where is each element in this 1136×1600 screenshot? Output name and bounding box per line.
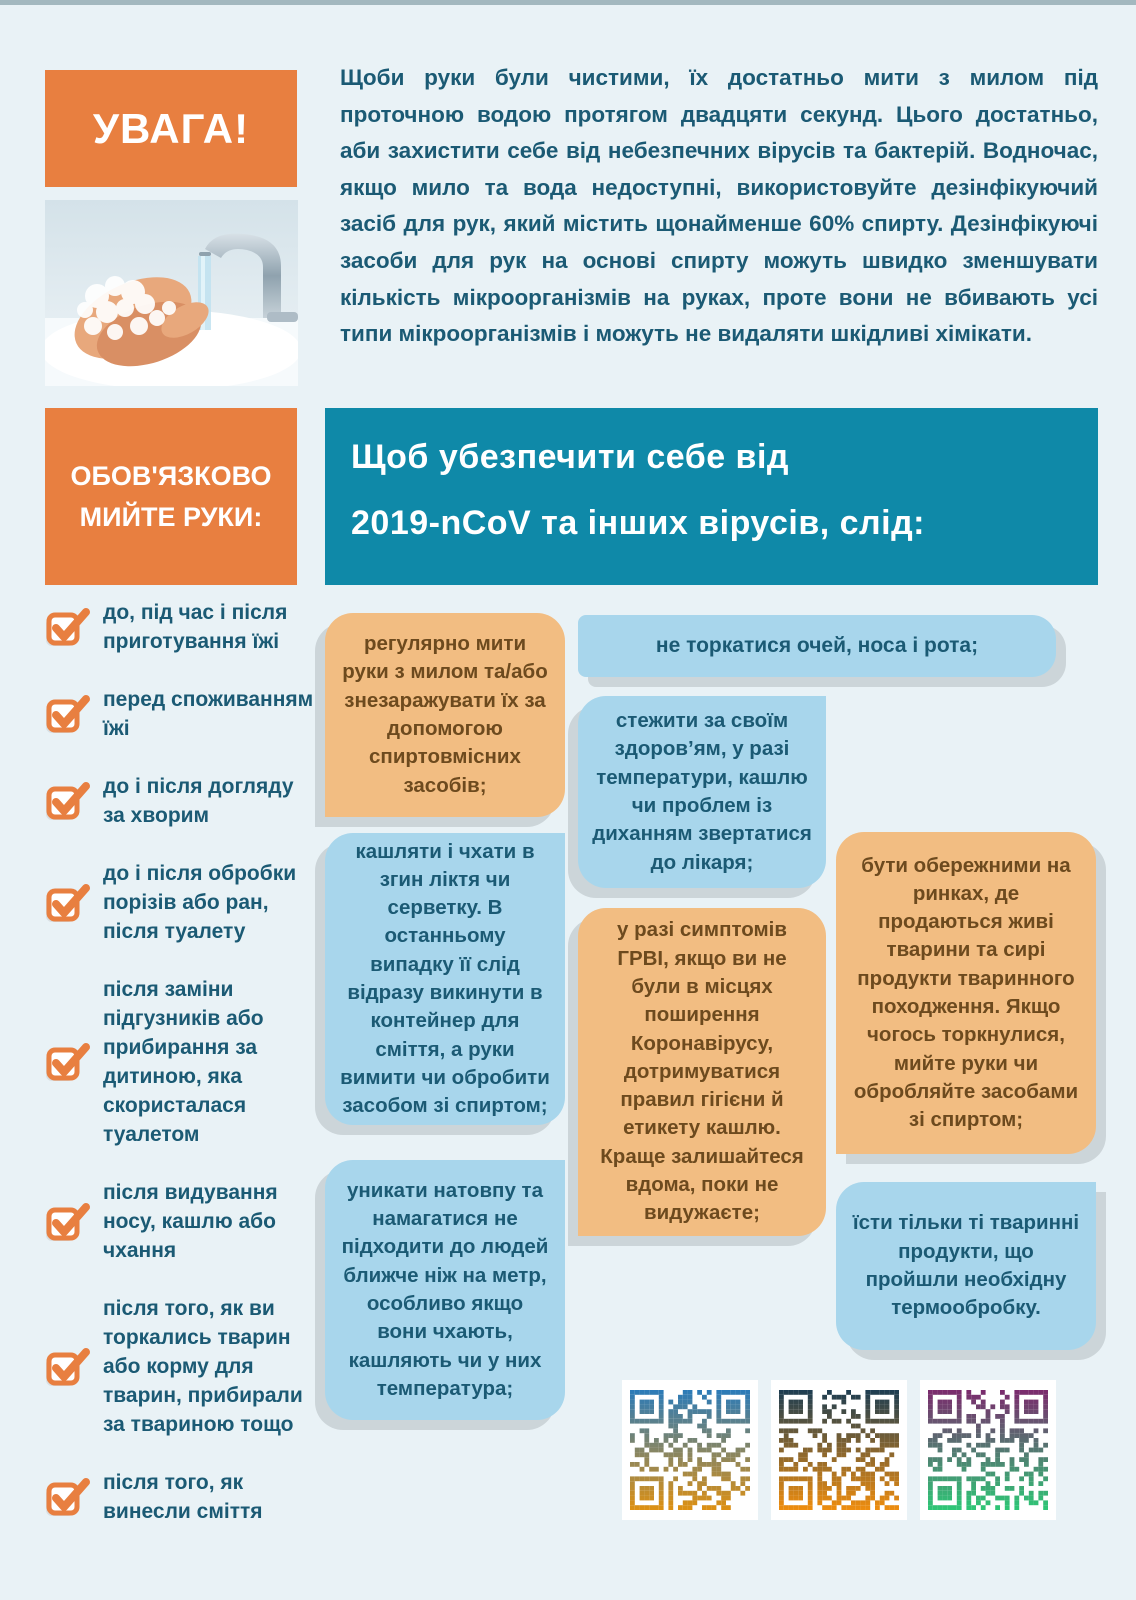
mandatory-wash-title: ОБОВ'ЯЗКОВО МИЙТЕ РУКИ: <box>70 461 272 532</box>
qr-code-row <box>622 1380 1056 1520</box>
checkbox-checked-icon <box>45 605 92 649</box>
advice-bubble-cough-etiquette: кашляти і чхати в згин ліктя чи серветку. В останньому випадку її слід відразу викинути в контейнер для сміття, а руки вимити чи обробити засобом зі спиртом; <box>325 833 565 1125</box>
protect-title-line1: Щоб убезпечити себе від <box>351 438 789 476</box>
checkbox-checked-icon <box>45 1475 92 1519</box>
checklist-item <box>45 598 321 656</box>
checklist-item <box>45 975 321 1149</box>
checklist-item-label: після того, як ви торкались тварин або корму для тварин, прибирали за твариною тощо <box>103 1297 303 1436</box>
intro-paragraph: Щоби руки були чистими, їх достатньо мити з милом під проточною водою протягом двадцяти секунд. Цього достатньо, аби захистити себе від небезпечних вірусів та бактерій. Водночас, якщо мило та вода недоступні, використовуйте дезінфікуючий засіб для рук, який містить щонайменше 60% спирту. Дезінфікуючі засоби для рук на основі спирту можуть швидко зменшувати кількість мікроорганізмів на руках, проте вони не вбивають усі типи мікроорганізмів і можуть не видаляти шкідливі хімікати. <box>340 65 1098 347</box>
advice-bubble-dont-touch-face: не торкатися очей, носа і рота; <box>578 615 1056 677</box>
advice-bubble-cooked-animal-products: їсти тільки ті тваринні продукти, що пройшли необхідну термообробку. <box>836 1182 1096 1350</box>
top-strip <box>0 0 1136 5</box>
checklist-item-label: перед споживанням їжі <box>103 688 314 740</box>
attention-label: УВАГА! <box>92 104 250 152</box>
checklist-item <box>45 1294 321 1439</box>
advice-bubble-regular-wash: регулярно мити руки з милом та/або знезаражувати їх за допомогою спиртовмісних засобів; <box>325 613 565 817</box>
checklist-item-label: після видування носу, кашлю або чхання <box>103 1181 278 1262</box>
checklist-item-label: після того, як винесли сміття <box>103 1471 263 1523</box>
qr-code-1 <box>622 1380 758 1520</box>
checklist-item <box>45 685 321 743</box>
checklist-item-label: після заміни підгузників або прибирання за дитиною, яка скористалася туалетом <box>103 978 264 1146</box>
checklist-item <box>45 859 321 946</box>
checkbox-checked-icon <box>45 692 92 736</box>
protect-header <box>325 408 1098 585</box>
qr-code-3 <box>920 1380 1056 1520</box>
attention-banner <box>45 70 297 187</box>
advice-bubble-market-caution: бути обережними на ринках, де продаються живі тварини та сирі продукти тваринного походження. Якщо чогось торкнулися, мийте руки чи обробляйте засобами зі спиртом; <box>836 832 1096 1154</box>
checkbox-checked-icon <box>45 881 92 925</box>
wash-hands-checklist <box>45 598 321 1526</box>
checkbox-checked-icon <box>45 779 92 823</box>
protect-title-line2: 2019-nCoV та інших вірусів, слід: <box>351 504 925 542</box>
checklist-item <box>45 772 321 830</box>
advice-bubble-avoid-crowds: уникати натовпу та намагатися не підходити до людей ближче ніж на метр, особливо якщо вони чхають, кашляють чи у них температура; <box>325 1160 565 1420</box>
checklist-item-label: до, під час і після приготування їжі <box>103 601 288 653</box>
checklist-item-label: до і після обробки порізів або ран, після туалету <box>103 862 297 943</box>
checkbox-checked-icon <box>45 1040 92 1084</box>
qr-code-2 <box>771 1380 907 1520</box>
mandatory-wash-header <box>45 408 297 585</box>
checkbox-checked-icon <box>45 1345 92 1389</box>
checklist-item <box>45 1468 321 1526</box>
checklist-item <box>45 1178 321 1265</box>
checkbox-checked-icon <box>45 1200 92 1244</box>
checklist-item-label: до і після догляду за хворим <box>103 775 294 827</box>
handwashing-photo <box>45 200 298 386</box>
advice-bubble-ari-symptoms: у разі симптомів ГРВІ, якщо ви не були в місцях поширення Коронавірусу, дотримуватися правил гігієни й етикету кашлю. Краще залишайтеся вдома, поки не видужаєте; <box>578 908 826 1236</box>
advice-bubble-monitor-health: стежити за своїм здоров’ям, у разі температури, кашлю чи проблем із диханням звертатися до лікаря; <box>578 696 826 888</box>
